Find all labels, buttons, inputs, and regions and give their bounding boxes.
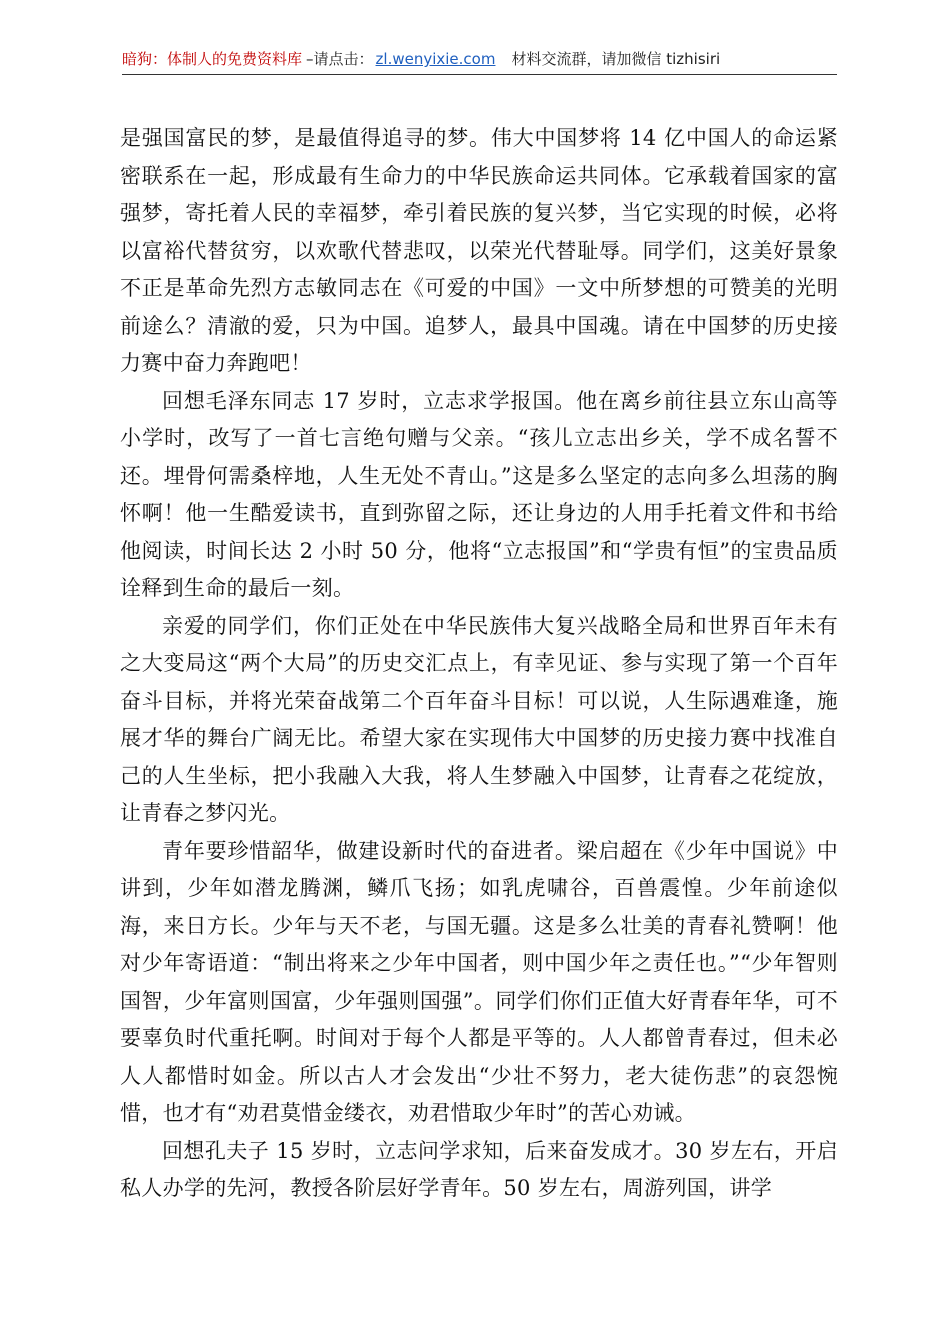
- header-brand: 暗狗：体制人的免费资料库: [122, 50, 303, 68]
- header-contact: 材料交流群，请加微信 tizhisiri: [511, 50, 721, 68]
- paragraph-5: 回想孔夫子 15 岁时，立志问学求知，后来奋发成才。30 岁左右，开启私人办学的先河，教授各阶层好学青年。50 岁左右，周游列国，讲学: [120, 1138, 838, 1200]
- paragraph-4: 青年要珍惜韶华，做建设新时代的奋进者。梁启超在《少年中国说》中讲到，少年如潜龙腾渊，鳞爪飞扬；如乳虎啸谷，百兽震惶。少年前途似海，来日方长。少年与天不老，与国无疆。这是多么壮美的青春礼赞啊！他对少年寄语道：“制出将来之少年中国者，则中国少年之责任也。”“少年智则国智，少年富则国富，少年强则国强”。同学们你们正值大好青春年华，可不要辜负时代重托啊。时间对于每个人都是平等的。人人都曾青春过，但未必人人都惜时如金。所以古人才会发出“少壮不努力，老大徒伤悲”的哀怨惋惜，也才有“劝君莫惜金缕衣，劝君惜取少年时”的苦心劝诫。: [120, 838, 838, 1125]
- page-header: [122, 44, 837, 74]
- paragraph-2: 回想毛泽东同志 17 岁时，立志求学报国。他在离乡前往县立东山高等小学时，改写了一首七言绝句赠与父亲。“孩儿立志出乡关，学不成名誓不还。埋骨何需桑梓地，人生无处不青山。”这是多么坚定的志向多么坦荡的胸怀啊！他一生酷爱读书，直到弥留之际，还让身边的人用手托着文件和书给他阅读，时间长达 2 小时 50 分，他将“立志报国”和“学贵有恒”的宝贵品质诠释到生命的最后一刻。: [120, 388, 838, 600]
- paragraph-1: 是强国富民的梦，是最值得追寻的梦。伟大中国梦将 14 亿中国人的命运紧密联系在一起，形成最有生命力的中华民族命运共同体。它承载着国家的富强梦，寄托着人民的幸福梦，牵引着民族的复兴梦，当它实现的时候，必将以富裕代替贫穷，以欢歌代替悲叹，以荣光代替耻辱。同学们，这美好景象不正是革命先烈方志敏同志在《可爱的中国》一文中所梦想的可赞美的光明前途么？清澈的爱，只为中国。追梦人，最具中国魂。请在中国梦的历史接力赛中奋力奔跑吧！: [120, 126, 838, 375]
- header-link[interactable]: zl.wenyixie.com: [375, 50, 496, 68]
- document-body: [120, 120, 838, 1208]
- header-click-prefix: –请点击：: [306, 50, 374, 68]
- paragraph-3: 亲爱的同学们，你们正处在中华民族伟大复兴战略全局和世界百年未有之大变局这“两个大局”的历史交汇点上，有幸见证、参与实现了第一个百年奋斗目标，并将光荣奋战第二个百年奋斗目标！可以说，人生际遇难逢，施展才华的舞台广阔无比。希望大家在实现伟大中国梦的历史接力赛中找准自己的人生坐标，把小我融入大我，将人生梦融入中国梦，让青春之花绽放，让青春之梦闪光。: [120, 613, 838, 825]
- header-divider: [122, 74, 837, 75]
